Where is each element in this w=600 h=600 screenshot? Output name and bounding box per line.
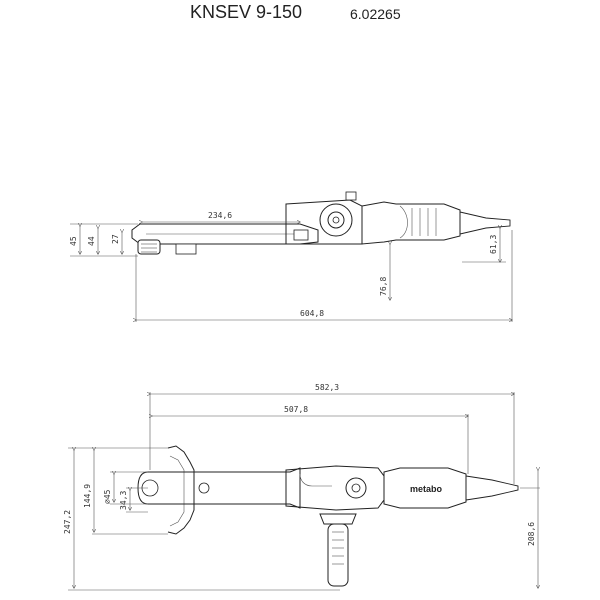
top-view: [63, 383, 540, 590]
dim-height-front-1: 45: [69, 236, 78, 246]
article-number: 6.02265: [350, 6, 401, 22]
model-title: KNSEV 9-150: [190, 2, 303, 22]
dim-belt-arm-length: 234,6: [208, 211, 233, 220]
top-belt-arm: [138, 468, 300, 508]
top-motor-body: [384, 468, 518, 508]
side-view: [69, 192, 512, 322]
dim-rear-height: 61,3: [489, 234, 498, 254]
dim-motor-height: 76,8: [379, 276, 388, 296]
top-guard: [168, 446, 194, 534]
dim-guard-width: 144,9: [83, 483, 92, 508]
dim-pulley-diameter: ∅45: [103, 489, 112, 504]
top-dimensions: [63, 383, 540, 590]
dim-total-length: 582,3: [315, 383, 340, 392]
top-side-handle: [320, 514, 356, 586]
dim-height-front-3: 27: [111, 234, 120, 244]
dim-total-width: 247,2: [63, 509, 72, 534]
dim-height-front-2: 44: [87, 236, 96, 246]
side-motor-body: [362, 202, 510, 244]
side-front-pulley: [138, 240, 160, 254]
dim-overall-length: 604,8: [300, 309, 325, 318]
dim-arm-to-rear: 507,8: [284, 405, 309, 414]
brand-logo: metabo: [410, 484, 443, 494]
dim-handle-depth: 208,6: [527, 521, 536, 546]
top-gear-head: [286, 466, 384, 510]
dim-pulley-offset: 34,3: [119, 490, 128, 510]
